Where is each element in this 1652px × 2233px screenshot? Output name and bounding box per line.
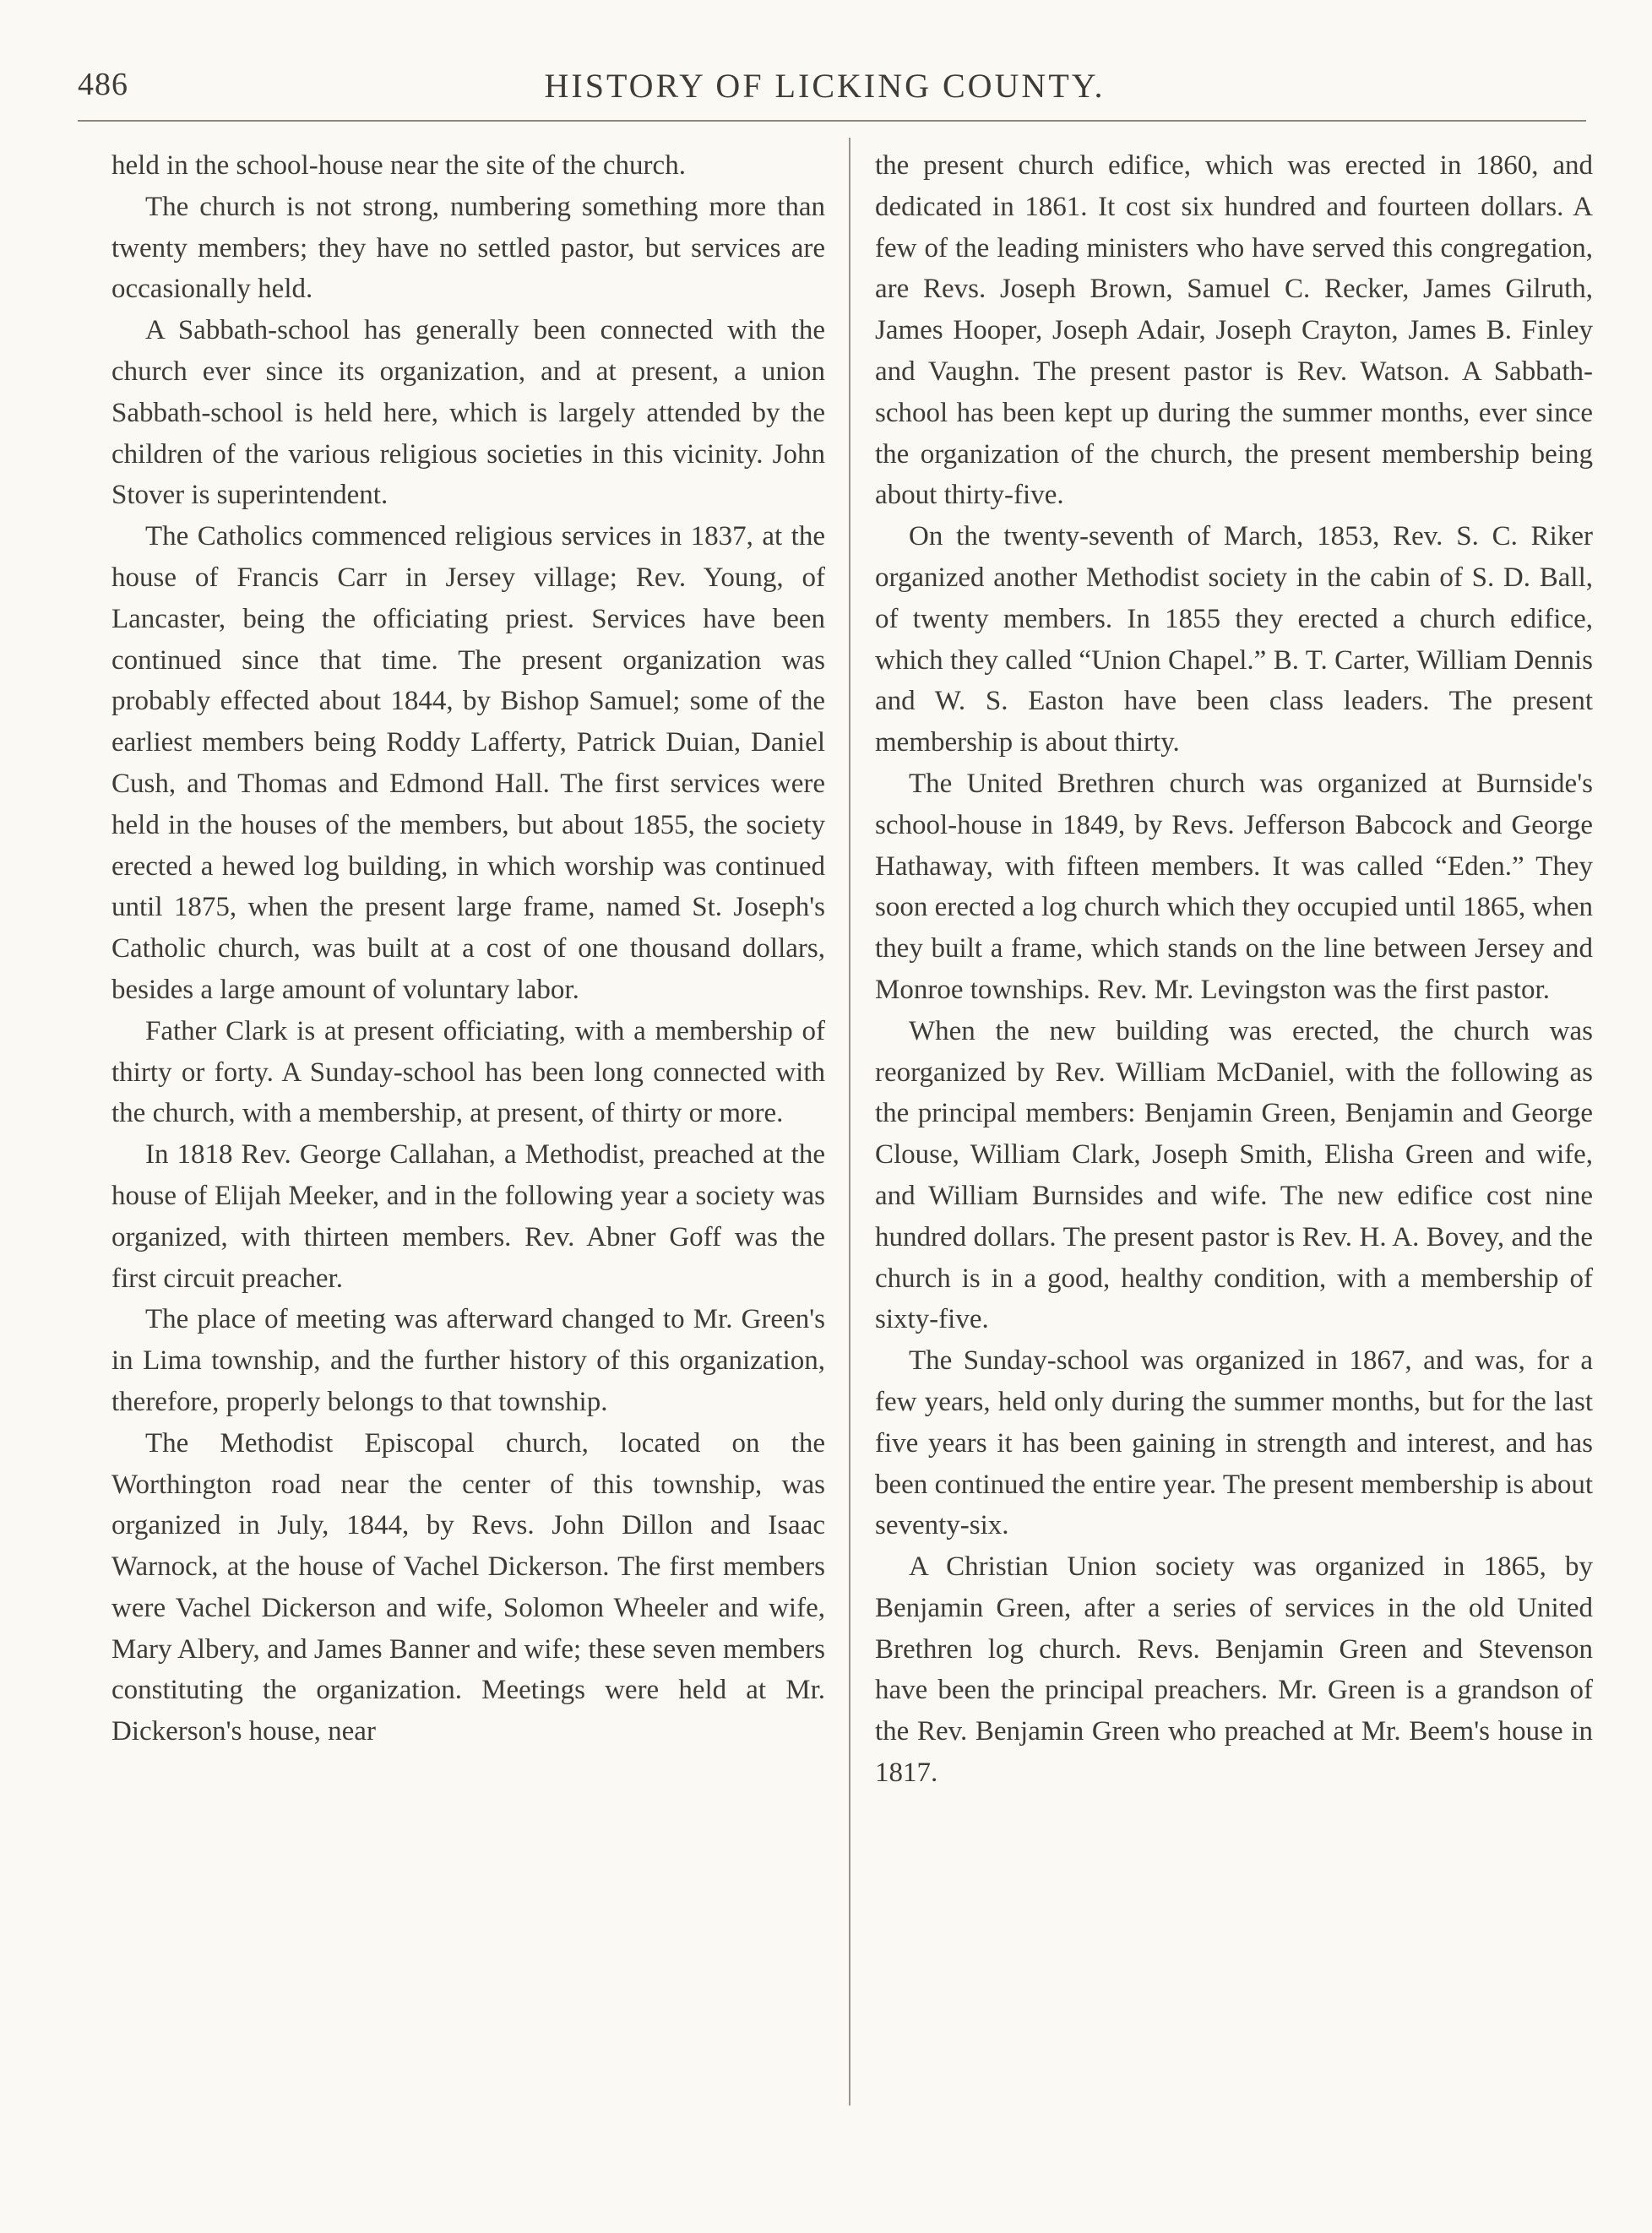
page-number: 486 <box>78 67 128 102</box>
paragraph: The Sunday-school was organized in 1867, and was, for a few years, held only during the summer months, but for the last five years it has been gaining in strength and interest, and has been continued the entire year. The present membership is about seventy-six. <box>875 1345 1593 1541</box>
right-column <box>875 145 1593 1794</box>
paragraph: A Sabbath-school has generally been connected with the church ever since its organization, and at present, a union Sabbath-school is held here, which is largely attended by the children of the various religious societies in this vicinity. John Stover is superintendent. <box>111 315 825 511</box>
paragraph: the present church edifice, which was erected in 1860, and dedicated in 1861. It cost six hundred and fourteen dollars. A few of the leading ministers who have served this congregation, are Revs. Joseph Brown, Samuel C. Recker, James Gilruth, James Hooper, Joseph Adair, Joseph Crayton, James B. Finley and Vaughn. The present pastor is Rev. Watson. A Sabbath-school has been kept up during the summer months, ever since the organization of the church, the present membership being about thirty-five. <box>875 150 1593 511</box>
column-divider <box>849 138 850 2105</box>
paragraph: On the twenty-seventh of March, 1853, Rev. S. C. Riker organized another Methodist society in the cabin of S. D. Ball, of twenty members. In 1855 they erected a church edifice, which they called “Union Chapel.” B. T. Carter, William Dennis and W. S. Easton have been class leaders. The present membership is about thirty. <box>875 521 1593 758</box>
paragraph: Father Clark is at present officiating, with a membership of thirty or forty. A Sunday-school has been long connected with the church, with a membership, at present, of thirty or more. <box>111 1015 825 1129</box>
paragraph: When the new building was erected, the church was reorganized by Rev. William McDaniel, with the following as the principal members: Benjamin Green, Benjamin and George Clouse, William Clark, Joseph Smith, Elisha Green and wife, and William Burnsides and wife. The new edifice cost nine hundred dollars. The present pastor is Rev. H. A. Bovey, and the church is in a good, healthy condition, with a membership of sixty-five. <box>875 1015 1593 1335</box>
paragraph: The place of meeting was afterward changed to Mr. Green's in Lima township, and the further history of this organization, therefore, properly belongs to that township. <box>111 1304 825 1417</box>
header-rule <box>78 120 1586 122</box>
paragraph: The Catholics commenced religious services in 1837, at the house of Francis Carr in Jersey village; Rev. Young, of Lancaster, being the officiating priest. Services have been continued since that time. The present organization was probably effected about 1844, by Bishop Samuel; some of the earliest members being Roddy Lafferty, Patrick Duian, Daniel Cush, and Thomas and Edmond Hall. The first services were held in the houses of the members, but about 1855, the society erected a hewed log building, in which worship was continued until 1875, when the present large frame, named St. Joseph's Catholic church, was built at a cost of one thousand dollars, besides a large amount of voluntary labor. <box>111 521 825 1005</box>
running-title: HISTORY OF LICKING COUNTY. <box>544 67 1106 105</box>
paragraph: The United Brethren church was organized at Burnside's school-house in 1849, by Revs. Jefferson Babcock and George Hathaway, with fifteen members. It was called “Eden.” They soon erected a log church which they occupied until 1865, when they built a frame, which stands on the line between Jersey and Monroe townships. Rev. Mr. Levingston was the first pastor. <box>875 768 1593 1005</box>
paragraph: The Methodist Episcopal church, located on the Worthington road near the center of this township, was organized in July, 1844, by Revs. John Dillon and Isaac Warnock, at the house of Vachel Dickerson. The first members were Vachel Dickerson and wife, Solomon Wheeler and wife, Mary Albery, and James Banner and wife; these seven members constituting the organization. Meetings were held at Mr. Dickerson's house, near <box>111 1427 825 1747</box>
page-header <box>78 66 1572 117</box>
paragraph: The church is not strong, numbering something more than twenty members; they have no settled pastor, but services are occasionally held. <box>111 191 825 305</box>
left-column <box>111 145 825 1752</box>
paragraph: held in the school-house near the site of the church. <box>111 150 686 181</box>
paragraph: In 1818 Rev. George Callahan, a Methodist, preached at the house of Elijah Meeker, and in the following year a society was organized, with thirteen members. Rev. Abner Goff was the first circuit preacher. <box>111 1139 825 1294</box>
paragraph: A Christian Union society was organized in 1865, by Benjamin Green, after a series of services in the old United Brethren log church. Revs. Benjamin Green and Stevenson have been the principal preachers. Mr. Green is a grandson of the Rev. Benjamin Green who preached at Mr. Beem's house in 1817. <box>875 1551 1593 1789</box>
